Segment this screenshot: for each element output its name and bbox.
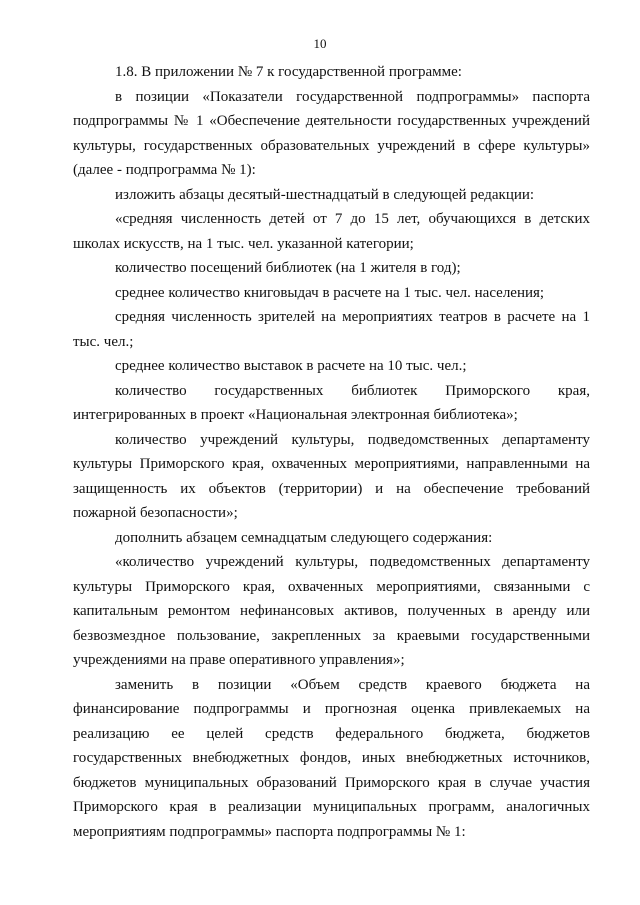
paragraph: среднее количество книговыдач в расчете на 1 тыс. чел. населения; — [115, 284, 545, 301]
paragraph: 1.8. В приложении № 7 к государственной программе: — [115, 64, 462, 80]
paragraph: средняя численность зрителей на мероприятиях театров в расчете на 1 тыс. чел.; — [73, 309, 590, 350]
paragraph: дополнить абзацем семнадцатым следующего содержания: — [115, 529, 493, 546]
paragraph: количество государственных библиотек Приморского края, интегрированных в проект «Национальная электронная библиотека»; — [73, 382, 590, 423]
page-number: 10 — [313, 36, 327, 51]
paragraph: в позиции «Показатели государственной подпрограммы» паспорта подпрограммы № 1 «Обеспечение деятельности государственных учреждений культуры, государственных образовательных учреждений в сфере культуры» (далее - подпрограмма № 1): — [73, 88, 590, 178]
paragraph: среднее количество выставок в расчете на 10 тыс. чел.; — [115, 358, 467, 374]
paragraph: количество посещений библиотек (на 1 жителя в год); — [115, 260, 461, 276]
paragraph: «количество учреждений культуры, подведомственных департаменту культуры Приморского края, охваченных мероприятиями, связанными с капитальным ремонтом нефинансовых активов, полученных в аренду или безвозмездное пользование, закрепленных за краевыми государственными учреждениями на праве оперативного управления»; — [73, 554, 590, 668]
document-body — [73, 60, 590, 844]
paragraph: «средняя численность детей от 7 до 15 лет, обучающихся в детских школах искусств, на 1 тыс. чел. указанной категории; — [73, 211, 590, 252]
paragraph: количество учреждений культуры, подведомственных департаменту культуры Приморского края, охваченных мероприятиями, направленными на защищенность их объектов (территории) и на обеспечение требований пожарной безопасности»; — [73, 431, 590, 521]
paragraph: заменить в позиции «Объем средств краевого бюджета на финансирование подпрограммы и прогнозная оценка привлекаемых на реализацию ее целей средств федерального бюджета, бюджетов государственных внебюджетных фондов, иных внебюджетных источников, бюджетов муниципальных образований Приморского края в случае участия Приморского края в реализации муниципальных программ, аналогичных мероприятиям подпрограммы» паспорта подпрограммы № 1: — [73, 676, 590, 840]
paragraph: изложить абзацы десятый-шестнадцатый в следующей редакции: — [115, 186, 535, 203]
